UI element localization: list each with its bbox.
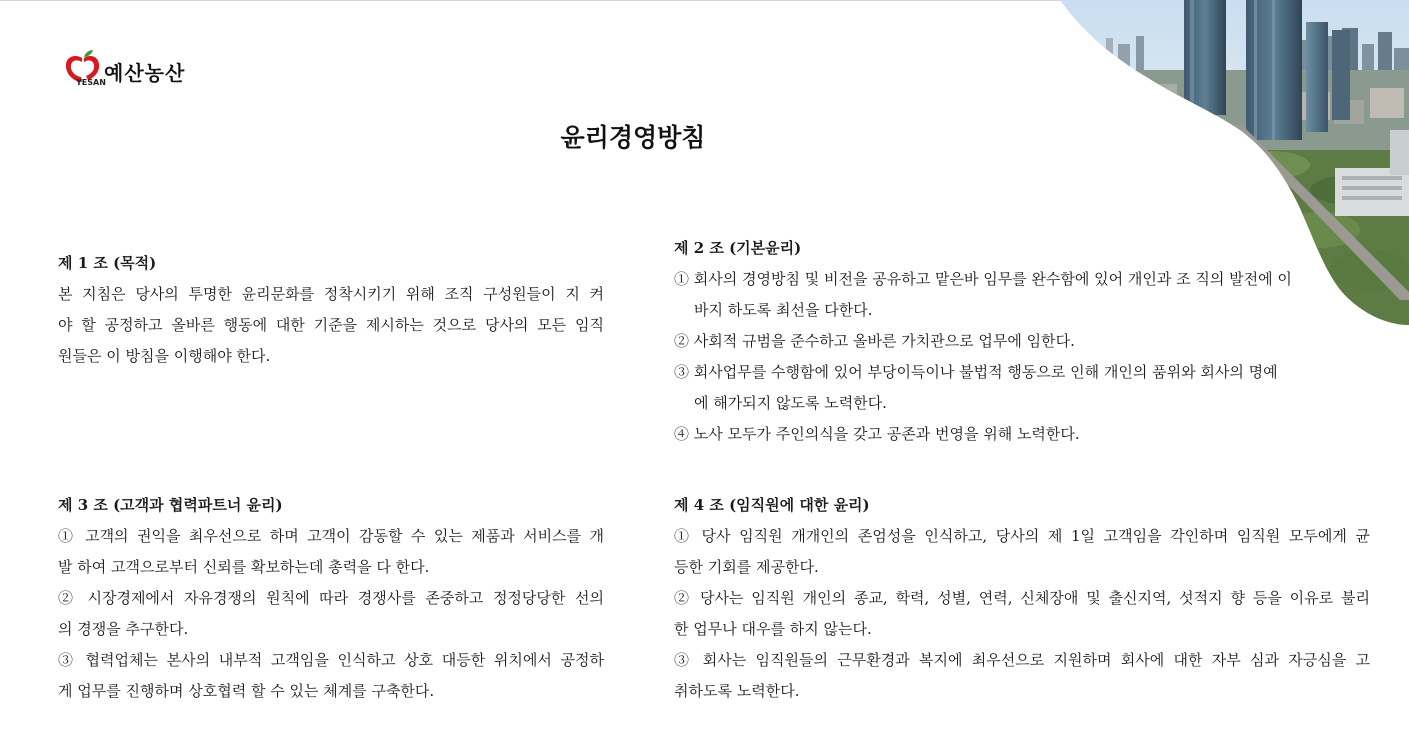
article-1-line: 야 할 공정하고 올바른 행동에 대한 기준을 제시하는 것으로 당사의 모든 임직 — [58, 316, 604, 334]
company-logo[interactable] — [62, 48, 222, 88]
page-title: 윤리경영방침 — [560, 123, 706, 152]
article-2-heading: 제 2 조 (기본윤리) — [674, 239, 802, 257]
article-3-line: ① 고객의 권익을 최우선으로 하며 고객이 감동할 수 있는 제품과 서비스를 개 — [58, 527, 604, 545]
article-2-line: 바지 하도록 최선을 다한다. — [694, 301, 873, 319]
article-1-heading: 제 1 조 (목적) — [58, 254, 157, 272]
article-4-line: 등한 기회를 제공한다. — [674, 558, 819, 576]
article-1 — [58, 248, 604, 372]
logo-brand-text: 예산농산 — [104, 61, 186, 85]
article-4-line: 취하도록 노력한다. — [674, 682, 800, 700]
article-3-line: 발 하여 고객으로부터 신뢰를 확보하는데 총력을 다 한다. — [58, 558, 430, 576]
logo-english-text: YESAN — [76, 78, 106, 87]
article-1-line: 원들은 이 방침을 이행해야 한다. — [58, 347, 271, 365]
article-3-line: 게 업무를 진행하며 상호협력 할 수 있는 체계를 구축한다. — [58, 682, 435, 700]
article-1-line: 본 지침은 당사의 투명한 윤리문화를 정착시키기 위해 조직 구성원들이 지 켜 — [58, 285, 604, 303]
article-2 — [674, 233, 1354, 450]
article-4-line: ③ 회사는 임직원들의 근무환경과 복지에 최우선으로 지원하며 회사에 대한 자부 심과 자긍심을 고 — [674, 651, 1370, 669]
article-4 — [674, 490, 1370, 707]
article-2-line: ② 사회적 규범을 준수하고 올바른 가치관으로 업무에 임한다. — [674, 332, 1075, 350]
article-4-line: ② 당사는 임직원 개인의 종교, 학력, 성별, 연력, 신체장애 및 출신지역, 섯적지 향 등을 이유로 불리 — [674, 589, 1370, 607]
article-4-heading: 제 4 조 (임직원에 대한 윤리) — [674, 496, 870, 514]
article-3-line: ② 시장경제에서 자유경쟁의 원칙에 따라 경쟁사를 존중하고 정정당당한 선의 — [58, 589, 604, 607]
article-2-line: 에 해가되지 않도록 노력한다. — [694, 394, 887, 412]
article-4-line: ① 당사 임직원 개개인의 존엄성을 인식하고, 당사의 제 1일 고객임을 각인하며 임직원 모두에게 균 — [674, 527, 1370, 545]
article-2-line: ③ 회사업무를 수행함에 있어 부당이득이나 불법적 행동으로 인해 개인의 품위와 회사의 명예 — [674, 363, 1278, 381]
article-3-heading: 제 3 조 (고객과 협력파트너 윤리) — [58, 496, 283, 514]
article-3-line: ③ 협력업체는 본사의 내부적 고객임을 인식하고 상호 대등한 위치에서 공정하 — [58, 651, 604, 669]
article-2-line: ① 회사의 경영방침 및 비전을 공유하고 맡은바 임무를 완수함에 있어 개인과 조 직의 발전에 이 — [674, 270, 1292, 288]
article-3 — [58, 490, 604, 707]
article-2-line: ④ 노사 모두가 주인의식을 갖고 공존과 번영을 위해 노력한다. — [674, 425, 1080, 443]
article-4-line: 한 업무나 대우를 하지 않는다. — [674, 620, 872, 638]
article-3-line: 의 경쟁을 추구한다. — [58, 620, 189, 638]
